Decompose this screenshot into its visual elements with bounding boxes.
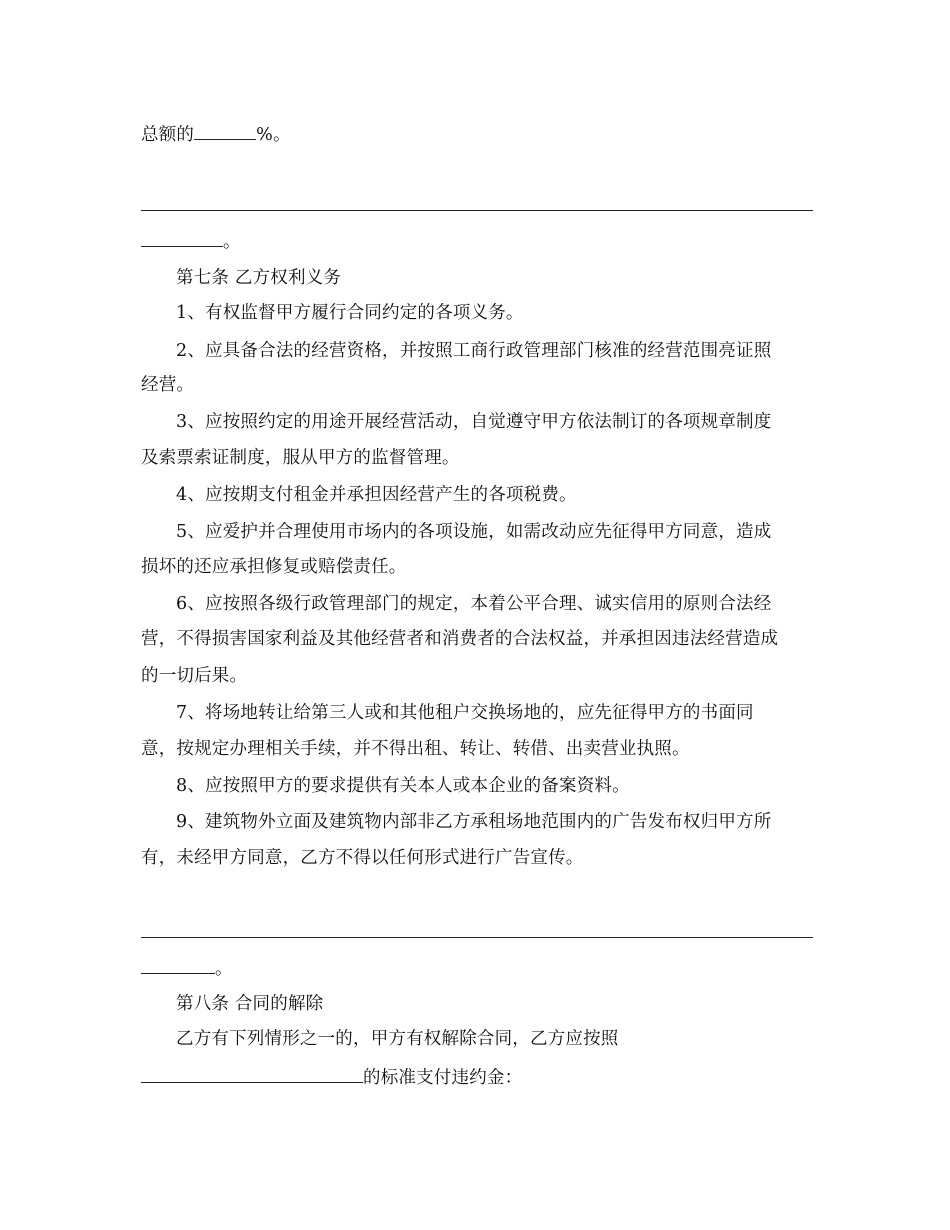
article8-intro-line2 [141,1064,813,1090]
article7-item7-line1: 7、将场地转让给第三人或和其他租户交换场地的，应先征得甲方的书面同 [176,703,754,723]
percent-blank[interactable] [194,121,256,140]
fragment-total-amount [141,121,813,147]
fill-in-blank[interactable] [141,955,215,974]
article7-item1: 1、有权监督甲方履行合同约定的各项义务。 [176,303,524,323]
article7-item3-line2: 及索票索证制度，服从甲方的监督管理。 [141,448,460,468]
article7-item7-line2: 意，按规定办理相关手续，并不得出租、转让、转借、出卖营业执照。 [141,739,690,759]
article7-heading: 第七条 乙方权利义务 [176,268,342,288]
article7-item4: 4、应按期支付租金并承担因经营产生的各项税费。 [176,485,577,505]
article7-item6-line3: 的一切后果。 [141,666,248,686]
article7-item8: 8、应按照甲方的要求提供有关本人或本企业的备案资料。 [176,776,630,796]
fragment-suffix: %。 [256,125,291,145]
article7-item6-line1: 6、应按照各级行政管理部门的规定，本着公平合理、诚实信用的原则合法经 [176,594,772,614]
article8-intro-line1: 乙方有下列情形之一的，甲方有权解除合同，乙方应按照 [176,1029,619,1049]
article8-heading: 第八条 合同的解除 [176,994,324,1014]
article7-item9-line2: 有，未经甲方同意，乙方不得以任何形式进行广告宣传。 [141,848,584,868]
fragment-prefix: 总额的 [141,125,195,145]
article7-item2-line1: 2、应具备合法的经营资格，并按照工商行政管理部门核准的经营范围亮证照 [176,341,772,361]
article7-item5-line1: 5、应爱护并合理使用市场内的各项设施，如需改动应先征得甲方同意，造成 [176,522,772,542]
fill-in-tail-line [141,955,813,981]
fill-in-tail-line [141,228,813,254]
fill-in-tail-period: 。 [215,959,233,979]
fill-in-line[interactable] [141,210,813,211]
article7-item9-line1: 9、建筑物外立面及建筑物内部非乙方承租场地范围内的广告发布权归甲方所 [176,812,772,832]
fill-in-tail-period: 。 [223,232,241,252]
article7-item5-line2: 损坏的还应承担修复或赔偿责任。 [141,557,407,577]
penalty-standard-blank[interactable] [141,1064,363,1083]
article7-item2-line2: 经营。 [141,375,195,395]
fill-in-blank[interactable] [141,228,223,247]
article7-item6-line2: 营，不得损害国家利益及其他经营者和消费者的合法权益，并承担因违法经营造成 [141,629,779,649]
article8-intro-suffix: 的标准支付违约金： [363,1068,523,1088]
article7-item3-line1: 3、应按照约定的用途开展经营活动，自觉遵守甲方依法制订的各项规章制度 [176,412,772,432]
fill-in-line[interactable] [141,937,813,938]
